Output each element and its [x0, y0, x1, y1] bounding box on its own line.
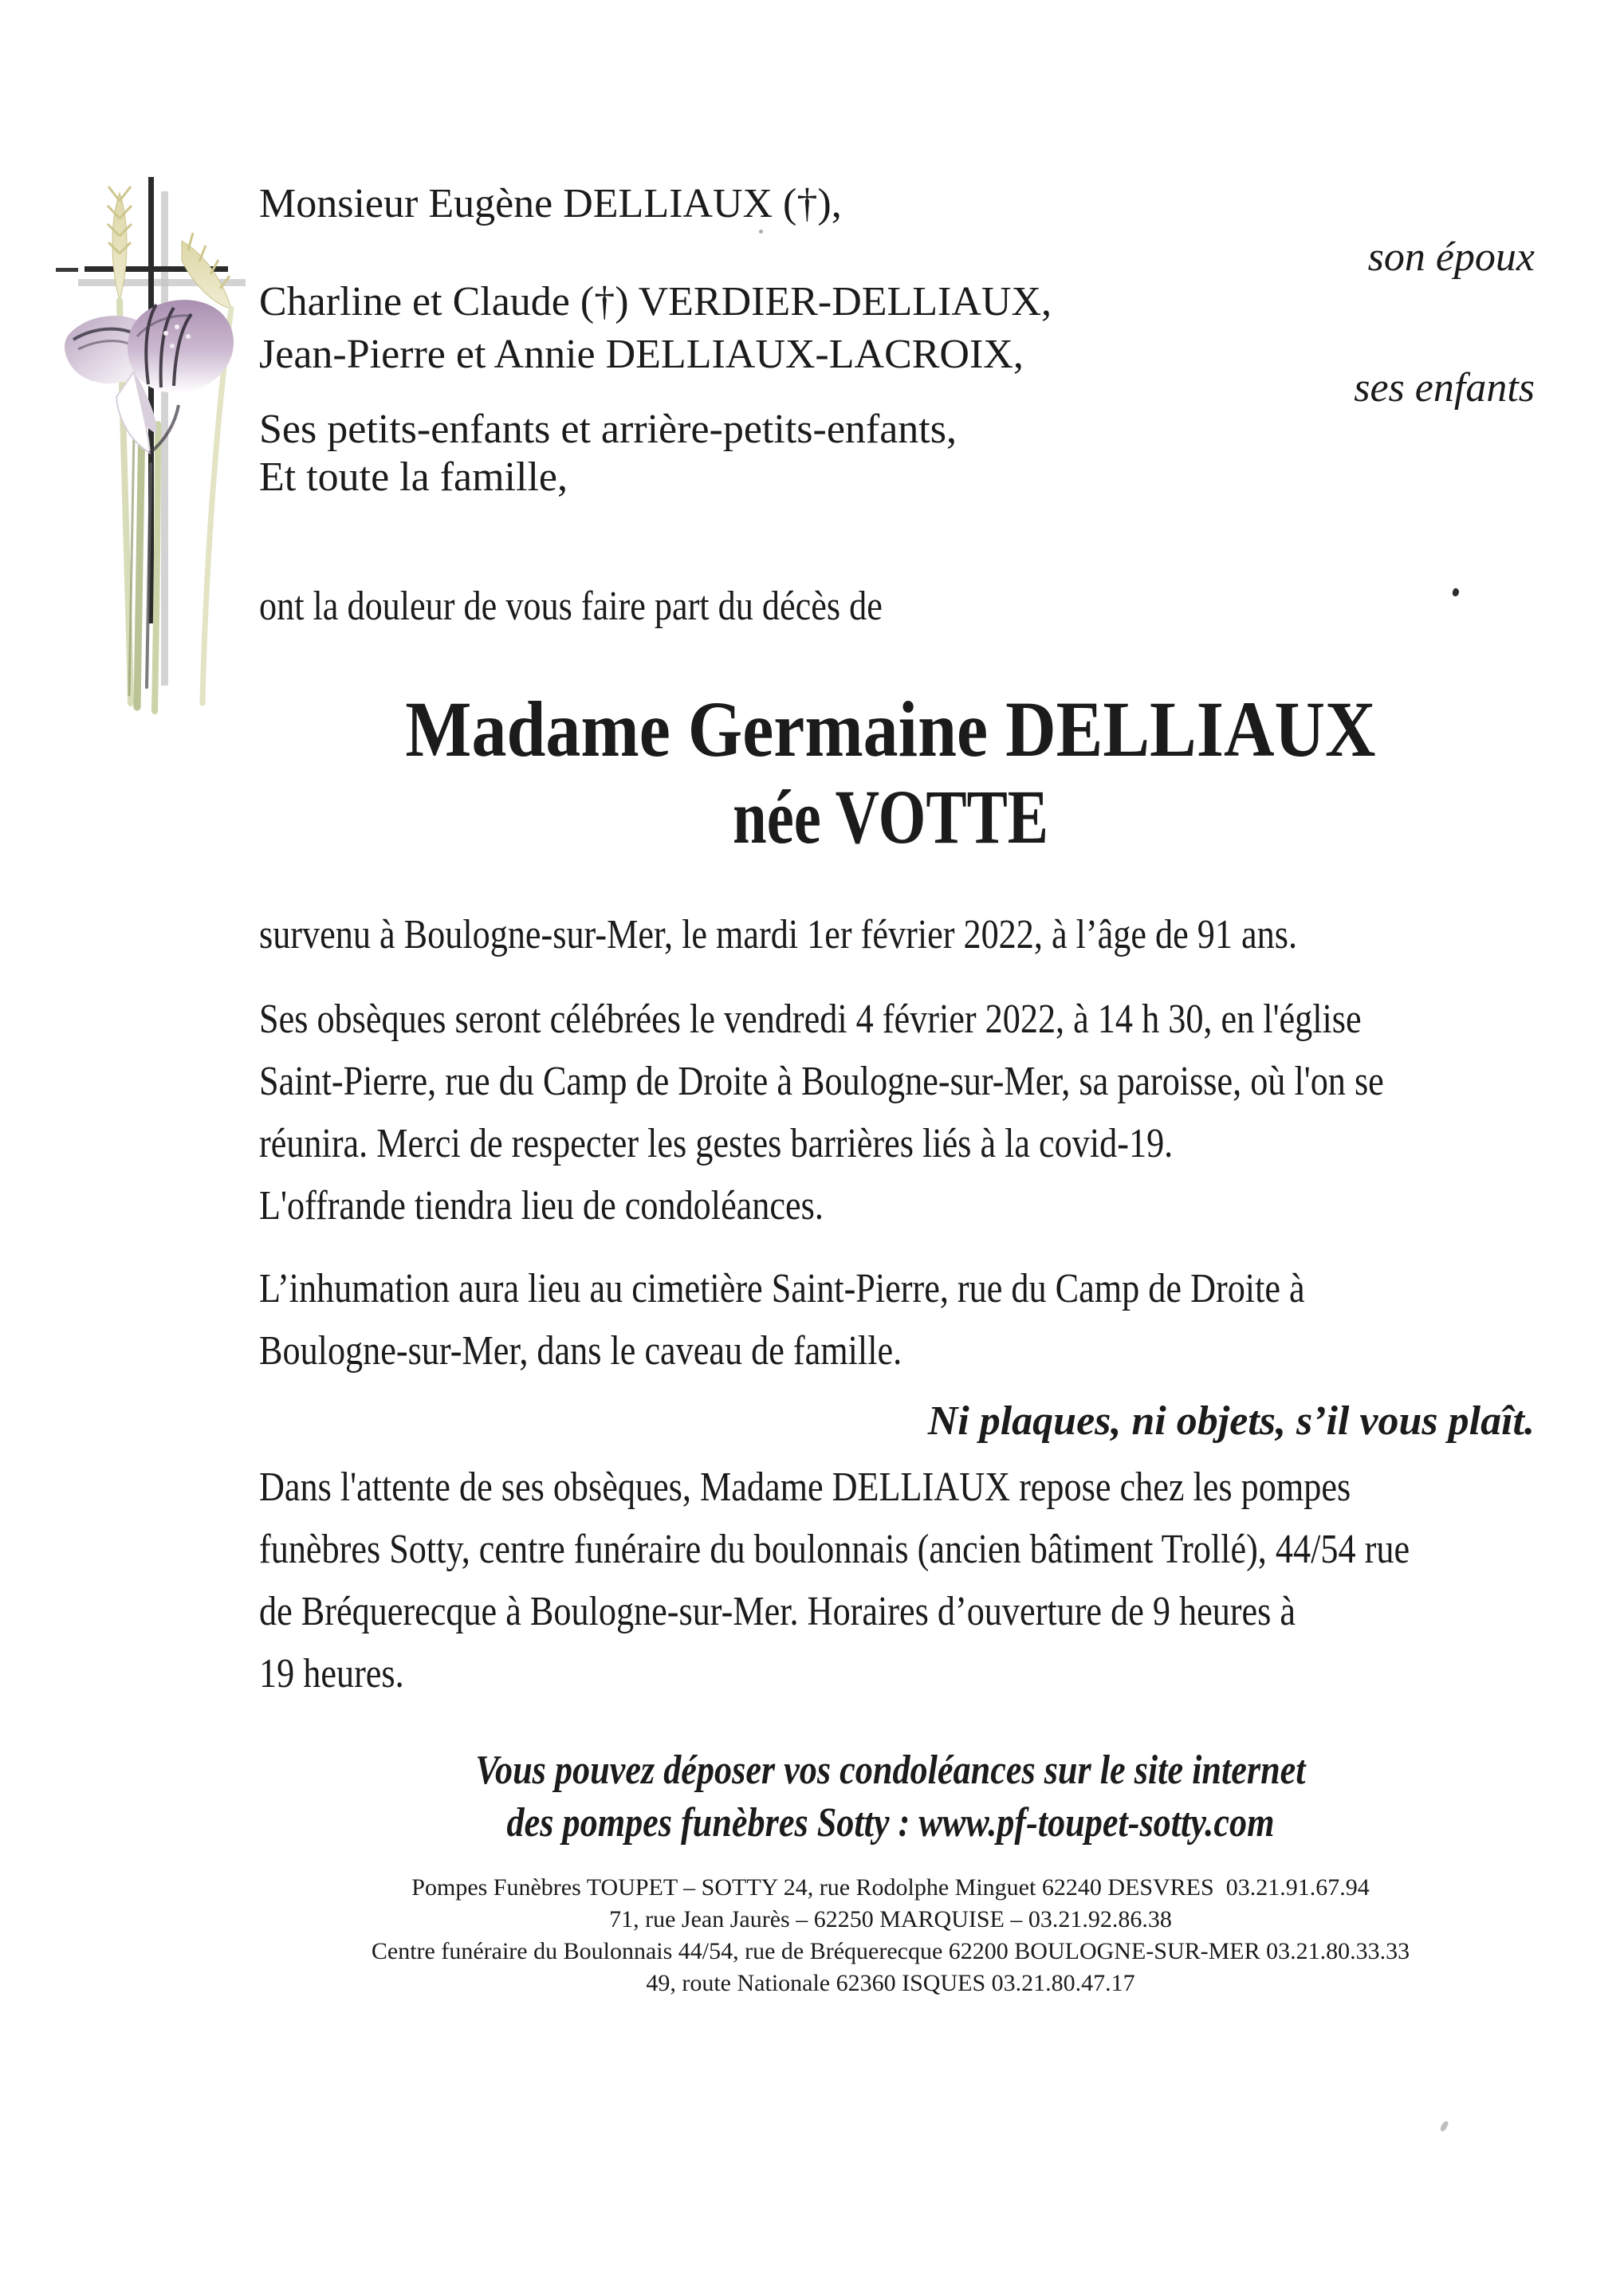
scan-artifact-mark [1439, 2120, 1449, 2133]
cross-lilies-wheat-artwork [54, 145, 277, 719]
footer-address-line-2: 71, rue Jean Jaurès – 62250 MARQUISE – 03.21.92.86.38 [609, 1906, 1172, 1932]
paragraph-repose-line-2: funèbres Sotty, centre funéraire du boulonnais (ancien bâtiment Trollé), 44/54 rue [259, 1527, 1410, 1572]
intro-line-family: Et toute la famille, [259, 454, 568, 500]
condolences-website-line-2: des pompes funèbres Sotty : www.pf-toupet-sotty.com [506, 1800, 1275, 1846]
deceased-name: Madame Germaine DELLIAUX [405, 685, 1376, 773]
paragraph-funeral-line-2: Saint-Pierre, rue du Camp de Droite à Boulogne-sur-Mer, sa paroisse, où l'on se [259, 1059, 1384, 1104]
condolences-website-line-1: Vous pouvez déposer vos condoléances sur le site internet [475, 1748, 1306, 1793]
scan-artifact-speck [759, 230, 763, 234]
announcement-line: ont la douleur de vous faire part du décès de [259, 584, 883, 629]
intro-line-child-1: Charline et Claude (†) VERDIER-DELLIAUX, [259, 279, 1052, 324]
deceased-maiden-name: née VOTTE [732, 774, 1049, 859]
intro-line-child-2: Jean-Pierre et Annie DELLIAUX-LACROIX, [259, 332, 1024, 377]
footer-address-line-1: Pompes Funèbres TOUPET – SOTTY 24, rue Rodolphe Minguet 62240 DESVRES 03.21.91.67.94 [411, 1874, 1370, 1901]
paragraph-repose-line-4: 19 heures. [259, 1651, 404, 1696]
paragraph-funeral-line-1: Ses obsèques seront célébrées le vendredi 4 février 2022, à 14 h 30, en l'église [259, 997, 1362, 1042]
footer-address-line-4: 49, route Nationale 62360 ISQUES 03.21.80.47.17 [646, 1970, 1135, 1996]
intro-line-grandchildren: Ses petits-enfants et arrière-petits-enfants, [259, 407, 957, 452]
paragraph-funeral-line-3: réunira. Merci de respecter les gestes barrières liés à la covid-19. [259, 1121, 1174, 1166]
scan-artifact-dot [1452, 588, 1461, 597]
intro-line-husband: Monsieur Eugène DELLIAUX (†), [259, 181, 842, 226]
paragraph-offering: L'offrande tiendra lieu de condoléances. [259, 1183, 824, 1229]
paragraph-burial-line-2: Boulogne-sur-Mer, dans le caveau de famille. [259, 1328, 902, 1374]
paragraph-repose-line-3: de Bréquerecque à Boulogne-sur-Mer. Horaires d’ouverture de 9 heures à [259, 1589, 1296, 1634]
relation-children: ses enfants [1354, 365, 1535, 411]
relation-husband: son époux [1367, 234, 1535, 280]
no-plaques-notice: Ni plaques, ni objets, s’il vous plaît. [927, 1398, 1535, 1444]
paragraph-repose-line-1: Dans l'attente de ses obsèques, Madame DELLIAUX repose chez les pompes [259, 1464, 1351, 1510]
paragraph-death: survenu à Boulogne-sur-Mer, le mardi 1er février 2022, à l’âge de 91 ans. [259, 912, 1298, 957]
paragraph-burial-line-1: L’inhumation aura lieu au cimetière Saint-Pierre, rue du Camp de Droite à [259, 1266, 1305, 1311]
footer-address-line-3: Centre funéraire du Boulonnais 44/54, rue de Bréquerecque 62200 BOULOGNE-SUR-MER 03.21.80.33.33 [371, 1938, 1410, 1964]
